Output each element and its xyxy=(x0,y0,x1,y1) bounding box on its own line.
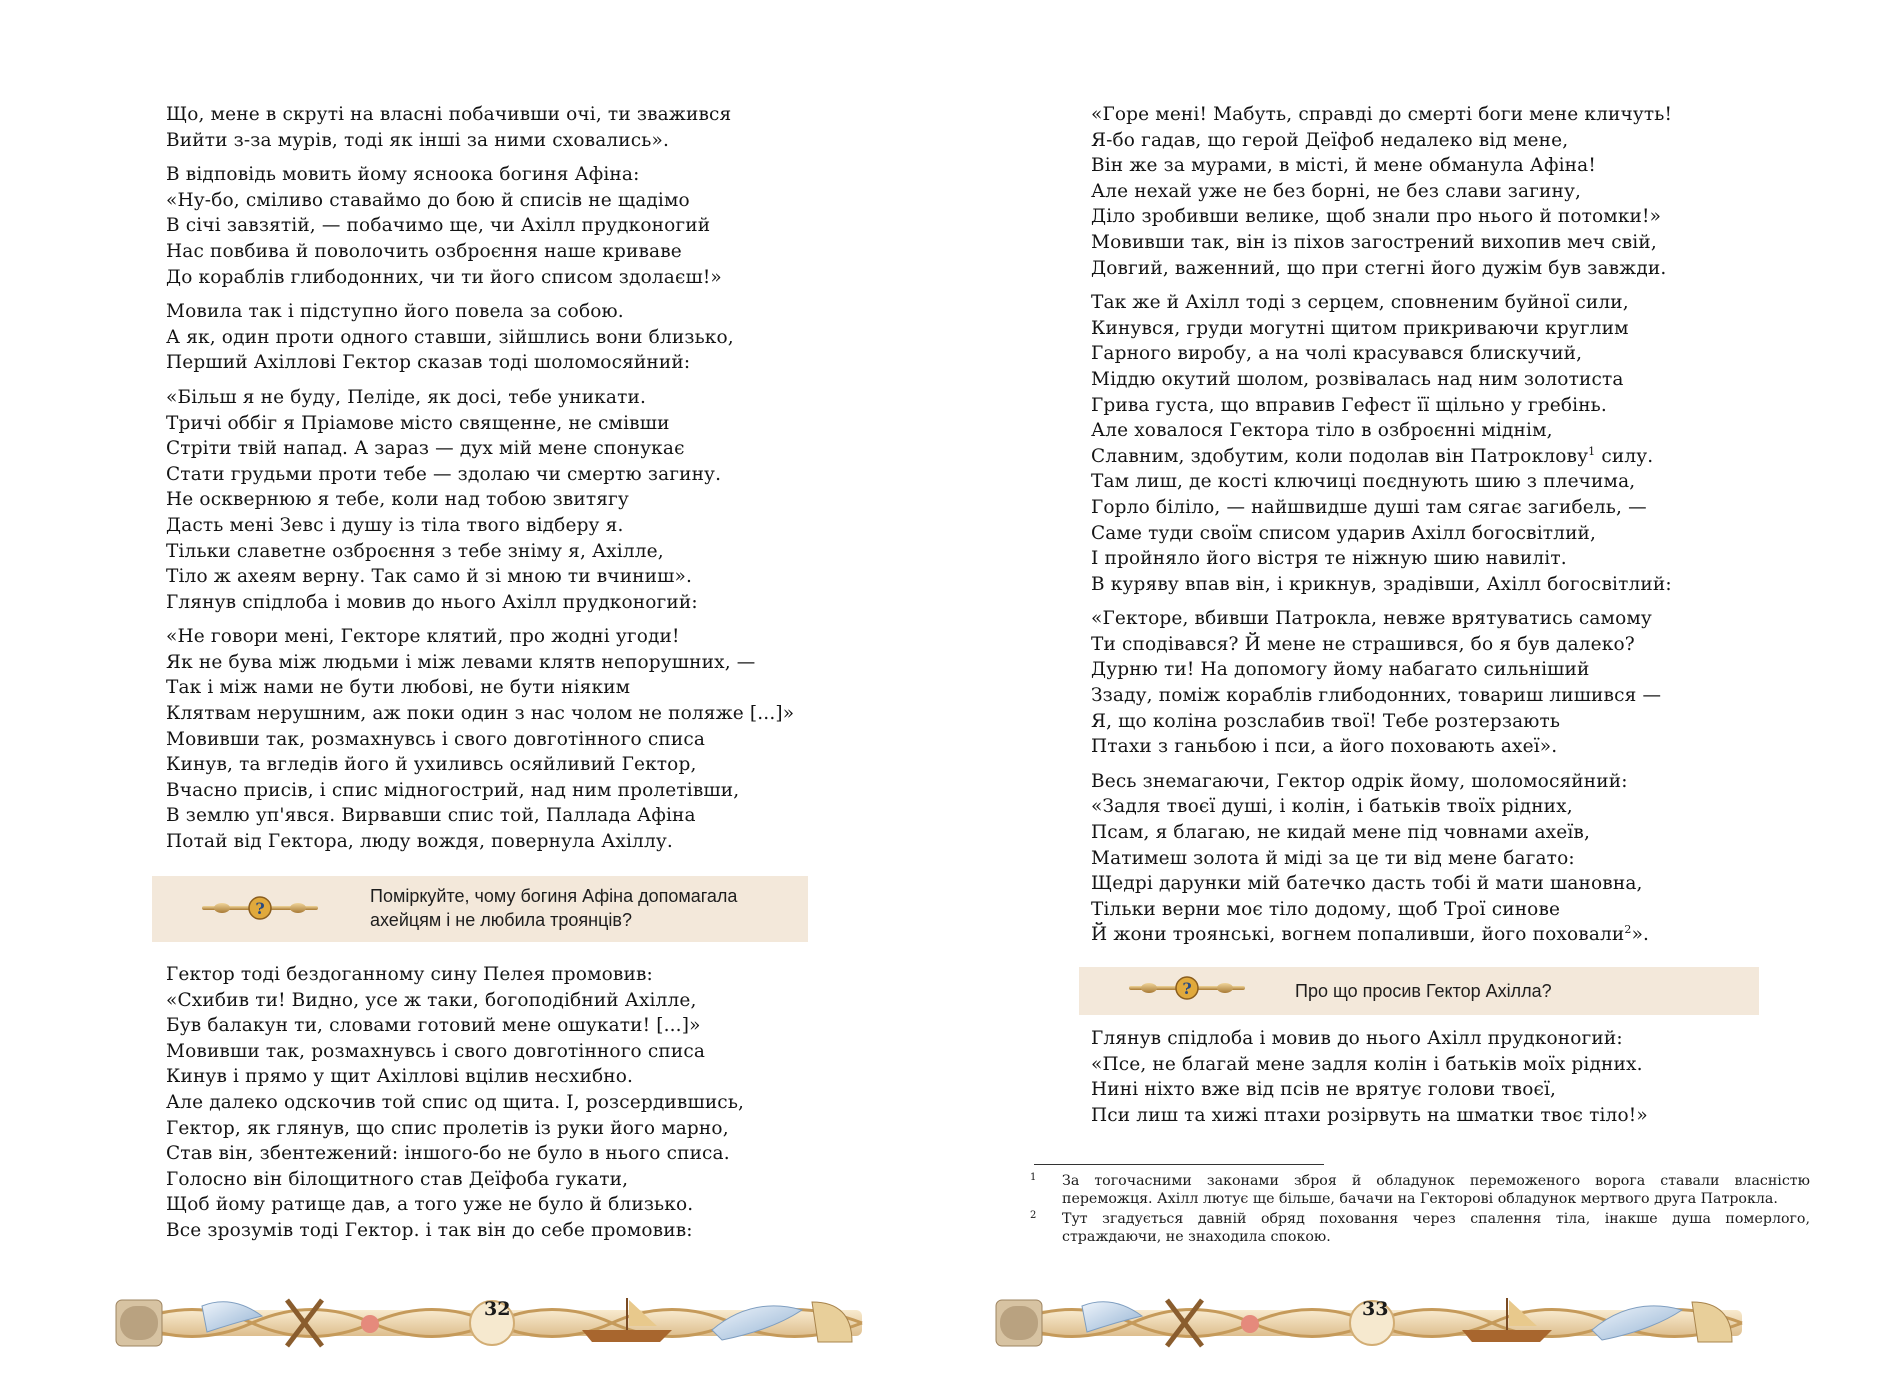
verse-line: Як не бува між людьми і між левами клятв непорушних, — xyxy=(166,651,756,673)
stanza-gap xyxy=(166,290,794,299)
verse-line: До кораблів глибодонних, чи ти його списом здолаєш!» xyxy=(166,266,722,288)
verse-line: «Не говори мені, Гекторе клятий, про жодні угоди! xyxy=(166,626,680,648)
stanza-gap xyxy=(1091,760,1672,769)
verse-line: Що, мене в скруті на власні побачивши очі, ти зважився xyxy=(166,104,732,125)
verse-line: Ти сподівався? Й мене не страшився, бо я був далеко? xyxy=(1091,633,1635,655)
verse-line: Так і між нами не бути любові, не бути ніяким xyxy=(166,677,631,699)
verse-line: Став він, збентежений: іншого-бо не було в нього списа. xyxy=(166,1143,730,1165)
verse-line: Він же за мурами, в місті, й мене обманула Афіна! xyxy=(1091,155,1596,177)
verse-line: Псам, я благаю, не кидай мене під човнами ахеїв, xyxy=(1091,822,1591,844)
footnote-text: Тут згадується давній обряд поховання через спалення тіла, інакше душа померлого, страждаючи, не знаходила спокою. xyxy=(1062,1211,1810,1245)
verse-line: Все зрозумів тоді Гектор. і так він до себе промовив: xyxy=(166,1219,693,1241)
verse-line: Був балакун ти, словами готовий мене ошукати! [...]» xyxy=(166,1015,701,1037)
poem-block-a xyxy=(166,102,794,855)
question-text: Поміркуйте, чому богиня Афіна допомагала ахейцям і не любила троянців? xyxy=(370,886,738,930)
verse-line: Гектор тоді бездоганному сину Пелея промовив: xyxy=(166,964,653,985)
verse-line: Птахи з ганьбою і пси, а його поховають ахеї». xyxy=(1091,736,1558,758)
stanza-gap xyxy=(1091,597,1672,606)
verse-line: «Гекторе, вбивши Патрокла, невже врятуватись самому xyxy=(1091,608,1652,630)
verse-line: Мовивши так, розмахнувсь і свого довготінного списа xyxy=(166,1040,706,1062)
verse-line: Глянув спідлоба і мовив до нього Ахілл прудконогий: xyxy=(166,591,698,613)
verse-line: Горло біліло, — найшвидше душі там сягає загибель, — xyxy=(1091,496,1647,518)
verse-line: Кинув, та вгледів його й ухиливсь осяйливий Гектор, xyxy=(166,754,697,776)
verse-line: В землю уп'явся. Вирвавши спис той, Паллада Афіна xyxy=(166,805,696,827)
footnote xyxy=(1030,1210,1810,1246)
verse-line: «Задля твоєї душі, і колін, і батьків твоїх рідних, xyxy=(1091,796,1573,818)
verse-line: Вийти з-за мурів, тоді як інші за ними сховались». xyxy=(166,129,670,151)
verse-line: Стріти твій напад. А зараз — дух мій мене спонукає xyxy=(166,438,685,460)
verse-line: Вчасно присів, і спис мідногострий, над ним пролетівши, xyxy=(166,779,740,801)
verse-line: Матимеш золота й міді за це ти від мене багато: xyxy=(1091,847,1575,869)
verse-line: «Псе, не благай мене задля колін і батьків моїх рідних. xyxy=(1091,1053,1643,1075)
verse-line: Голосно він білощитного став Деїфоба гукати, xyxy=(166,1168,629,1190)
verse-line: Я-бо гадав, що герой Деїфоб недалеко від мене, xyxy=(1091,129,1569,151)
verse-line: Міддю окутий шолом, розвівалась над ним золотиста xyxy=(1091,368,1624,390)
verse-line: В січі завзятій, — побачимо ще, чи Ахілл прудконогий xyxy=(166,215,711,237)
question-box xyxy=(152,876,808,942)
verse-line: Тричі оббіг я Пріамове місто священне, не смівши xyxy=(166,412,670,434)
verse-line: Тіло ж ахеям верну. Так само й зі мною ти вчиниш». xyxy=(166,566,692,588)
verse-line: Саме туди своїм списом ударив Ахілл богосвітлий, xyxy=(1091,522,1597,544)
verse-line: Але ховалося Гектора тіло в озброєнні міднім, xyxy=(1091,420,1553,442)
svg-text:?: ? xyxy=(255,899,265,918)
verse-line: Стати грудьми проти тебе — здолаю чи смертю загину. xyxy=(166,463,722,485)
verse-line: Мовивши так, розмахнувсь і свого довготінного списа xyxy=(166,728,706,750)
poem-block-a xyxy=(1091,102,1672,948)
verse-line: Там лиш, де кості ключиці поєднують шию з плечима, xyxy=(1091,471,1636,493)
footnote-number: 1 xyxy=(1030,1172,1037,1183)
verse-line: Нас повбива й поволочить озброєння наше криваве xyxy=(166,240,682,262)
verse-line: В відповідь мовить йому ясноока богиня Афіна: xyxy=(166,164,640,186)
verse-line: Гектор, як глянув, що спис пролетів із руки його марно, xyxy=(166,1117,729,1139)
verse-line: «Схибив ти! Видно, усе ж таки, богоподібний Ахілле, xyxy=(166,989,697,1011)
footnote-number: 2 xyxy=(1030,1210,1037,1221)
poem-block-b xyxy=(1091,1026,1648,1128)
verse-line: Перший Ахіллові Гектор сказав тоді шоломосяйний: xyxy=(166,352,691,374)
verse-line: Кинувся, груди могутні щитом прикриваючи круглим xyxy=(1091,317,1629,339)
verse-line: І пройняло його вістря те ніжную шию навиліт. xyxy=(1091,548,1567,570)
verse-line: Дурню ти! На допомогу йому набагато сильніший xyxy=(1091,659,1590,681)
verse-line: Пси лиш та хижі птахи розірвуть на шматки твоє тіло!» xyxy=(1091,1104,1648,1126)
poem-block-b xyxy=(166,962,744,1244)
verse-line: Славним, здобутим, коли подолав він Патроклову$^1$ силу. xyxy=(1091,444,1654,467)
verse-line: Але нехай уже не без борні, не без слави загину, xyxy=(1091,180,1582,202)
verse-line: Потай від Гектора, люду вождя, повернула Ахіллу. xyxy=(166,831,673,853)
verse-line: Діло зробивши велике, щоб знали про нього й потомки!» xyxy=(1091,206,1662,228)
stanza-gap xyxy=(166,153,794,162)
verse-line: Тільки славетне озброєння з тебе зніму я, Ахілле, xyxy=(166,540,664,562)
verse-line: Довгий, важенний, що при стегні його дужім був завжди. xyxy=(1091,257,1667,279)
verse-line: В куряву впав він, і крикнув, зрадівши, Ахілл богосвітлий: xyxy=(1091,573,1672,595)
stanza-gap xyxy=(1091,281,1672,290)
page-number: 32 xyxy=(484,1298,511,1320)
verse-line: Кинув і прямо у щит Ахіллові вцілив несхибно. xyxy=(166,1066,634,1088)
page-number: 33 xyxy=(1362,1298,1389,1320)
footnote-text: За тогочасними законами зброя й обладунок переможеного ворога ставали власністю переможця. Ахілл лютує ще більше, бачачи на Гекторові обладунок мертвого друга Патрокла. xyxy=(1062,1173,1810,1207)
verse-line: «Ну-бо, сміливо ставаймо до бою й списів не щадімо xyxy=(166,189,690,211)
verse-line: Клятвам нерушним, аж поки один з нас чолом не поляже [...]» xyxy=(166,703,795,725)
verse-line: Нині ніхто вже від псів не врятує голови твоєї, xyxy=(1091,1079,1557,1101)
footnote xyxy=(1030,1172,1810,1208)
verse-line: Ззаду, поміж кораблів глибодонних, товариш лишився — xyxy=(1091,685,1662,707)
verse-line: Я, що коліна розслабив твої! Тебе розтерзають xyxy=(1091,710,1561,732)
verse-line: Тільки верни моє тіло додому, щоб Трої синове xyxy=(1091,898,1561,920)
footnotes xyxy=(1030,1172,1810,1248)
stanza-gap xyxy=(166,615,794,624)
verse-line: Гарного виробу, а на чолі красувався блискучий, xyxy=(1091,343,1583,365)
svg-text:?: ? xyxy=(1182,979,1192,998)
stanza-gap xyxy=(166,376,794,385)
verse-line: Так же й Ахілл тоді з серцем, сповненим буйної сили, xyxy=(1091,292,1629,314)
verse-line: Не осквернюю я тебе, коли над тобою звитягу xyxy=(166,489,629,511)
question-bar-icon xyxy=(1127,972,1247,1008)
question-text: Про що просив Гектор Ахілла? xyxy=(1295,981,1552,1001)
verse-line: Грива густа, що вправив Гефест її щільно у гребінь. xyxy=(1091,394,1607,416)
verse-line: Глянув спідлоба і мовив до нього Ахілл прудконогий: xyxy=(1091,1028,1623,1049)
verse-line: Весь знемагаючи, Гектор одрік йому, шоломосяйний: xyxy=(1091,770,1628,792)
verse-line: Але далеко одскочив той спис од щита. І, розсердившись, xyxy=(166,1091,745,1113)
verse-line: Мовила так і підступно його повела за собою. xyxy=(166,301,624,323)
verse-line: А як, один проти одного ставши, зійшлись вони близько, xyxy=(166,326,734,348)
footnote-rule xyxy=(1034,1164,1324,1165)
verse-line: «Горе мені! Мабуть, справді до смерті боги мене кличуть! xyxy=(1091,104,1673,125)
question-bar-icon xyxy=(200,892,320,928)
verse-line: Щедрі дарунки мій батечко дасть тобі й мати шановна, xyxy=(1091,873,1643,895)
verse-line: Дасть мені Зевс і душу із тіла твого відберу я. xyxy=(166,514,624,536)
verse-line: Мовивши так, він із піхов загострений вихопив меч свій, xyxy=(1091,231,1657,253)
verse-line: Й жони троянські, вогнем попаливши, його поховали$^2$». xyxy=(1091,923,1650,946)
verse-line: Щоб йому ратище дав, а того уже не було й близько. xyxy=(166,1194,694,1216)
ornamental-border xyxy=(992,1286,1762,1354)
verse-line: «Більш я не буду, Пеліде, як досі, тебе уникати. xyxy=(166,386,646,408)
ornamental-border xyxy=(112,1286,882,1354)
question-box xyxy=(1079,967,1759,1015)
